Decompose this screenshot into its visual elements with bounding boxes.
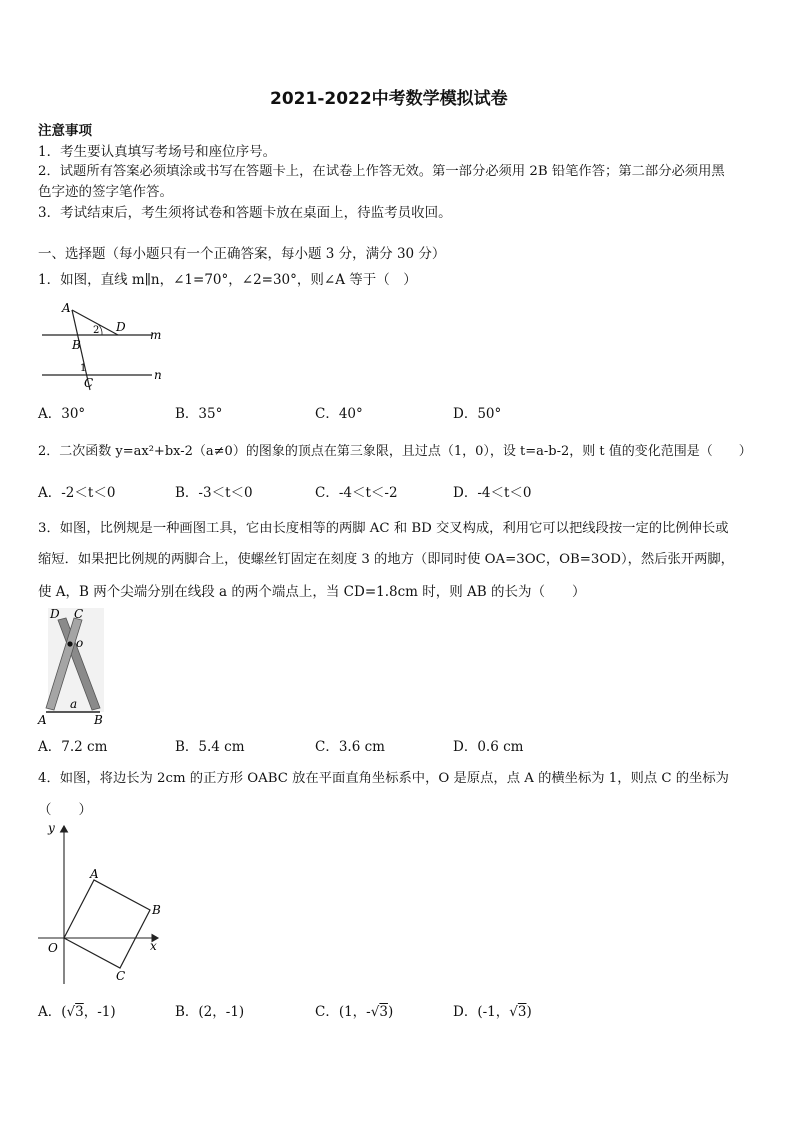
figure-label-O: O bbox=[48, 941, 58, 955]
radicand: 3 bbox=[517, 1004, 527, 1020]
figure-label-B: B bbox=[72, 338, 81, 352]
axis-label-y: y bbox=[48, 821, 55, 835]
notes-item: 2．试题所有答案必须填涂或书写在答题卡上，在试卷上作答无效。第一部分必须用 2B 铅笔作答；第二部分必须用黑 bbox=[38, 164, 725, 179]
option: B．5.4 cm bbox=[175, 739, 245, 755]
option-text: C．(1，- bbox=[315, 1004, 371, 1020]
question-3-figure bbox=[36, 604, 110, 728]
option: B．-3＜t＜0 bbox=[175, 485, 253, 501]
notes-item: 色字迹的签字笔作答。 bbox=[38, 184, 173, 200]
figure-label-A: A bbox=[38, 713, 47, 727]
option-text: A．( bbox=[38, 1004, 67, 1020]
page-title: 2021-2022中考数学模拟试卷 bbox=[270, 89, 508, 109]
axis-label-x: x bbox=[150, 939, 157, 953]
figure-label-D: D bbox=[50, 607, 60, 621]
radicand: 3 bbox=[75, 1004, 84, 1020]
question-4-stem: （ ） bbox=[38, 802, 92, 818]
option: C．3.6 cm bbox=[315, 739, 385, 755]
option bbox=[38, 1003, 116, 1021]
question-1-stem: 1．如图，直线 m∥n，∠1=70°，∠2=30°，则∠A 等于（ ） bbox=[38, 272, 417, 288]
option-text: D．(-1， bbox=[453, 1004, 510, 1020]
question-3-stem: 使 A，B 两个尖端分别在线段 a 的两个端点上，当 CD=1.8cm 时，则 AB 的长为（ ） bbox=[38, 584, 586, 600]
figure-label-O: o bbox=[76, 636, 84, 650]
option: A．30° bbox=[38, 406, 86, 422]
option: C．40° bbox=[315, 406, 363, 422]
figure-label-n: n bbox=[154, 368, 162, 382]
option-text: ) bbox=[387, 1004, 394, 1020]
figure-label-C: C bbox=[84, 376, 94, 390]
option: A．-2＜t＜0 bbox=[38, 485, 116, 501]
option: B．35° bbox=[175, 406, 223, 422]
figure-label-C: C bbox=[116, 969, 126, 983]
figure-label-D: D bbox=[116, 320, 126, 334]
figure-label-A: A bbox=[90, 867, 99, 881]
notes-item: 3．考试结束后，考生须将试卷和答题卡放在桌面上，待监考员收回。 bbox=[38, 205, 452, 221]
option bbox=[453, 1003, 532, 1021]
notes-heading: 注意事项 bbox=[38, 123, 92, 139]
question-1-figure bbox=[36, 298, 176, 394]
option bbox=[175, 1003, 244, 1021]
figure-angle-2: 2 bbox=[93, 325, 100, 336]
figure-angle-1: 1 bbox=[80, 363, 87, 374]
figure-label-A: A bbox=[62, 301, 71, 315]
option: D．50° bbox=[453, 406, 502, 422]
notes-item: 1．考生要认真填写考场号和座位序号。 bbox=[38, 144, 277, 160]
figure-label-m: m bbox=[150, 328, 162, 342]
figure-label-C: C bbox=[74, 607, 84, 621]
question-3-stem: 3．如图，比例规是一种画图工具，它由长度相等的两脚 AC 和 BD 交叉构成，利用它可以把线段按一定的比例伸长或 bbox=[38, 521, 729, 536]
option bbox=[315, 1003, 393, 1021]
question-4-figure bbox=[34, 818, 174, 988]
question-4-stem: 4．如图，将边长为 2cm 的正方形 OABC 放在平面直角坐标系中，O 是原点，点 A 的横坐标为 1，则点 C 的坐标为 bbox=[38, 771, 729, 786]
option: D．-4＜t＜0 bbox=[453, 485, 532, 501]
option-text: ，-1) bbox=[83, 1004, 116, 1020]
sqrt-icon: √ bbox=[509, 1004, 518, 1020]
option-text: ) bbox=[526, 1004, 532, 1020]
sqrt-icon: √ bbox=[370, 1004, 380, 1020]
figure-label-a: a bbox=[70, 697, 78, 711]
question-2-stem: 2．二次函数 y=ax²+bx-2（a≠0）的图象的顶点在第三象限，且过点（1，0），设 t=a-b-2，则 t 值的变化范围是（ ） bbox=[38, 444, 752, 459]
radicand: 3 bbox=[379, 1004, 388, 1020]
option: D．0.6 cm bbox=[453, 739, 524, 755]
figure-label-B: B bbox=[94, 713, 103, 727]
option: C．-4＜t＜-2 bbox=[315, 485, 398, 501]
section-heading: 一、选择题（每小题只有一个正确答案，每小题 3 分，满分 30 分） bbox=[38, 246, 446, 262]
option: A．7.2 cm bbox=[38, 739, 108, 755]
question-3-stem: 缩短．如果把比例规的两脚合上，使螺丝钉固定在刻度 3 的地方（即同时使 OA=3OC，OB=3OD），然后张开两脚， bbox=[38, 552, 734, 567]
sqrt-icon: √ bbox=[66, 1004, 76, 1020]
figure-label-B: B bbox=[152, 903, 161, 917]
option-text: B．(2，-1) bbox=[175, 1004, 245, 1020]
